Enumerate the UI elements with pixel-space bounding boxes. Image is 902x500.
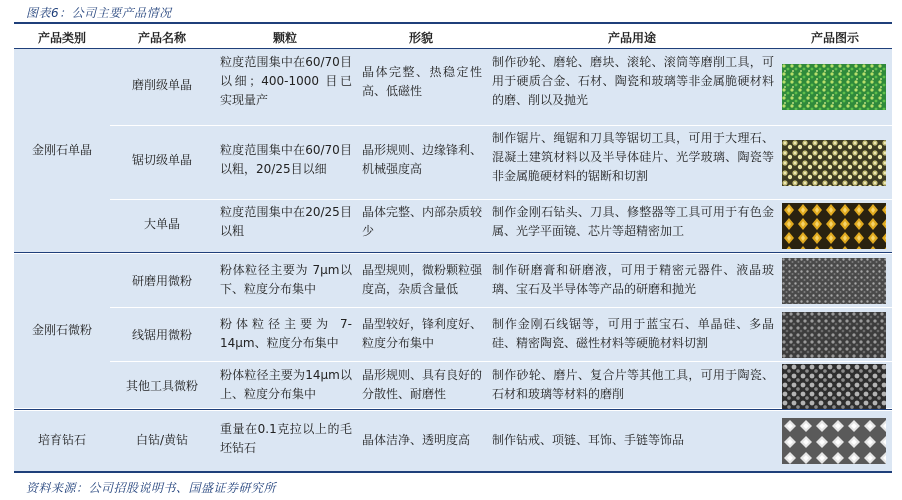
morphology-text: 晶形规则、具有良好的分散性、耐磨性: [362, 368, 483, 401]
table-header: [14, 24, 892, 49]
morphology-text: 晶型规则，微粉颗粒强度高，杂质含量低: [362, 263, 483, 296]
usage-text: 制作钻戒、项链、耳饰、手链等饰品: [492, 433, 685, 447]
usage-text: 制作研磨膏和研磨液，可用于精密元器件、液晶玻璃、宝石及半导体等产品的研磨和抛光: [492, 263, 774, 296]
morphology-text: 晶体完整、热稳定性高、低磁性: [362, 65, 482, 98]
tool-micropowder-image: [782, 364, 886, 410]
wire-saw-micropowder-image: [782, 312, 886, 358]
morphology-text: 晶体完整、内部杂质较少: [362, 205, 483, 238]
usage-text: 制作金刚石钻头、刀具、修整器等工具可用于有色金属、光学平面镜、芯片等超精密加工: [492, 205, 774, 238]
morphology-text: 晶体洁净、透明度高: [362, 433, 471, 447]
particle-text: 粉体粒径主要为 7-14μm、粒度分布集中: [220, 317, 352, 350]
morphology-text: 晶型较好，锋利度好、粒度分布集中: [362, 317, 483, 350]
usage-text: 制作砂轮、磨片、复合片等其他工具，可用于陶瓷、石材和玻璃等材料的磨削: [492, 368, 774, 401]
particle-text: 粒度范围集中在20/25目以粗: [220, 205, 352, 238]
product-name: 大单晶: [143, 217, 180, 231]
category-label: 培育钻石: [37, 433, 86, 447]
product-name: 白钻/黄钻: [135, 433, 189, 447]
large-diamond-crystal-image: [782, 203, 886, 249]
figure-caption: 图表6：公司主要产品情况: [26, 6, 172, 20]
yellow-diamond-grit-image: [782, 140, 886, 186]
rough-diamonds-image: [782, 418, 886, 464]
product-name: 研磨用微粉: [131, 274, 192, 288]
header-image: 产品图示: [810, 31, 859, 45]
particle-text: 粒度范围集中在60/70目以细；400-1000 目已实现量产: [220, 55, 352, 107]
header-name: 产品名称: [137, 31, 186, 45]
usage-text: 制作金刚石线锯等，可用于蓝宝石、单晶硅、多晶硅、精密陶瓷、磁性材料等硬脆材料切割: [492, 317, 774, 350]
header-particle: 颗粒: [272, 31, 297, 45]
usage-text: 制作锯片、绳锯和刀具等锯切工具，可用于大理石、混凝土建筑材料以及半导体硅片、光学玻璃、陶瓷等非金属脆硬材料的锯断和切割: [492, 131, 774, 183]
category-label: 金刚石微粉: [31, 323, 92, 337]
header-morphology: 形貌: [408, 31, 433, 45]
particle-text: 粉体粒径主要为14μm以上、粒度分布集中: [220, 368, 352, 401]
category-label: 金刚石单晶: [31, 143, 92, 157]
product-name: 其他工具微粉: [125, 379, 198, 393]
product-name: 磨削级单晶: [131, 78, 192, 92]
morphology-text: 晶形规则、边缘锋利、机械强度高: [362, 143, 483, 176]
particle-text: 粒度范围集中在60/70目以粗，20/25目以细: [220, 143, 352, 176]
particle-text: 重量在0.1克拉以上的毛坯钻石: [220, 422, 352, 455]
usage-text: 制作砂轮、磨轮、磨块、滚轮、滚筒等磨削工具，可用于硬质合金、石材、陶瓷和玻璃等非金属脆硬材料的磨、削以及抛光: [492, 55, 774, 107]
product-table: [14, 22, 892, 473]
product-name: 锯切级单晶: [131, 153, 192, 167]
header-usage: 产品用途: [607, 31, 656, 45]
table-bottom-rule: [14, 471, 892, 473]
product-name: 线锯用微粉: [131, 328, 192, 342]
source-note: 资料来源：公司招股说明书、国盛证券研究所: [26, 481, 277, 495]
grinding-micropowder-image: [782, 258, 886, 304]
particle-text: 粉体粒径主要为 7μm以下、粒度分布集中: [220, 263, 352, 296]
header-category: 产品类别: [37, 31, 86, 45]
green-diamond-grit-image: [782, 64, 886, 110]
